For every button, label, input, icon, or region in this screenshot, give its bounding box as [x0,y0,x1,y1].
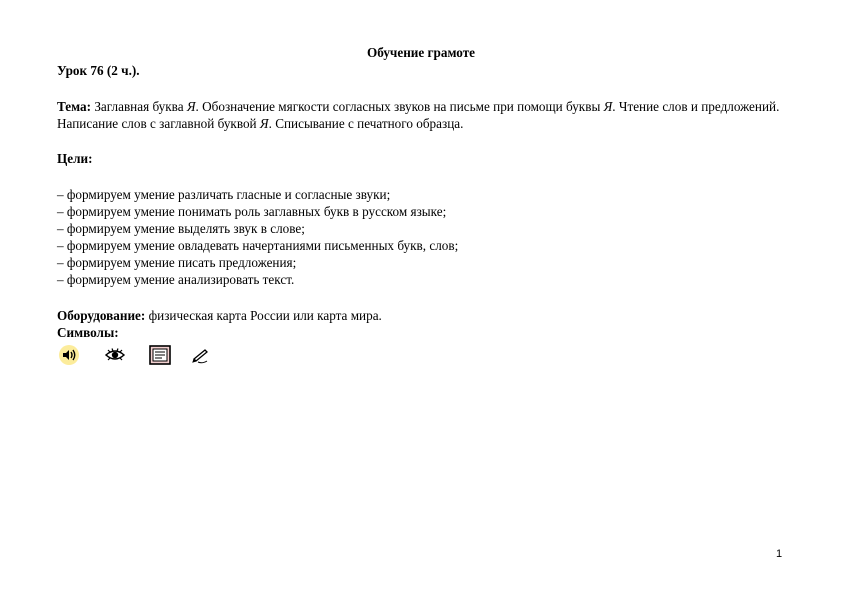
topic-letter-1: Я [186,99,196,114]
topic-text-4: . Списывание с печатного образца. [268,116,464,131]
lesson-number: Урок 76 (2 ч.). [57,63,140,78]
topic-letter-2: Я [603,99,613,114]
sound-icon [57,344,81,366]
list-item: – формируем умение выделять звук в слове; [57,221,305,236]
symbols-row [57,344,227,368]
list-item: – формируем умение анализировать текст. [57,272,295,287]
topic-text-3: . Чтение слов и предложений. Написание слов с заглавной буквой [57,99,780,131]
list-item: – формируем умение овладевать начертаниями письменных букв, слов; [57,238,459,253]
topic-text-1: Заглавная буква [91,99,187,114]
book-icon [148,344,172,366]
equipment-text: физическая карта России или карта мира. [145,308,382,323]
topic-text-2: . Обозначение мягкости согласных звуков на письме при помощи буквы [195,99,604,114]
list-item: – формируем умение писать предложения; [57,255,297,270]
goals-list [57,186,458,288]
topic-label: Тема: [57,99,92,114]
document-title: Обучение грамоте [366,45,476,60]
goals-heading: Цели: [57,151,93,166]
eye-icon [103,344,127,366]
list-item: – формируем умение различать гласные и согласные звуки; [57,187,391,202]
pen-icon [189,344,213,366]
page-number: 1 [776,548,783,560]
equipment-label: Оборудование: [57,308,146,323]
topic-letter-3: Я [259,116,269,131]
equipment-line [57,307,382,324]
symbols-heading: Символы: [57,325,119,340]
topic-paragraph [57,98,787,132]
list-item: – формируем умение понимать роль заглавных букв в русском языке; [57,204,447,219]
